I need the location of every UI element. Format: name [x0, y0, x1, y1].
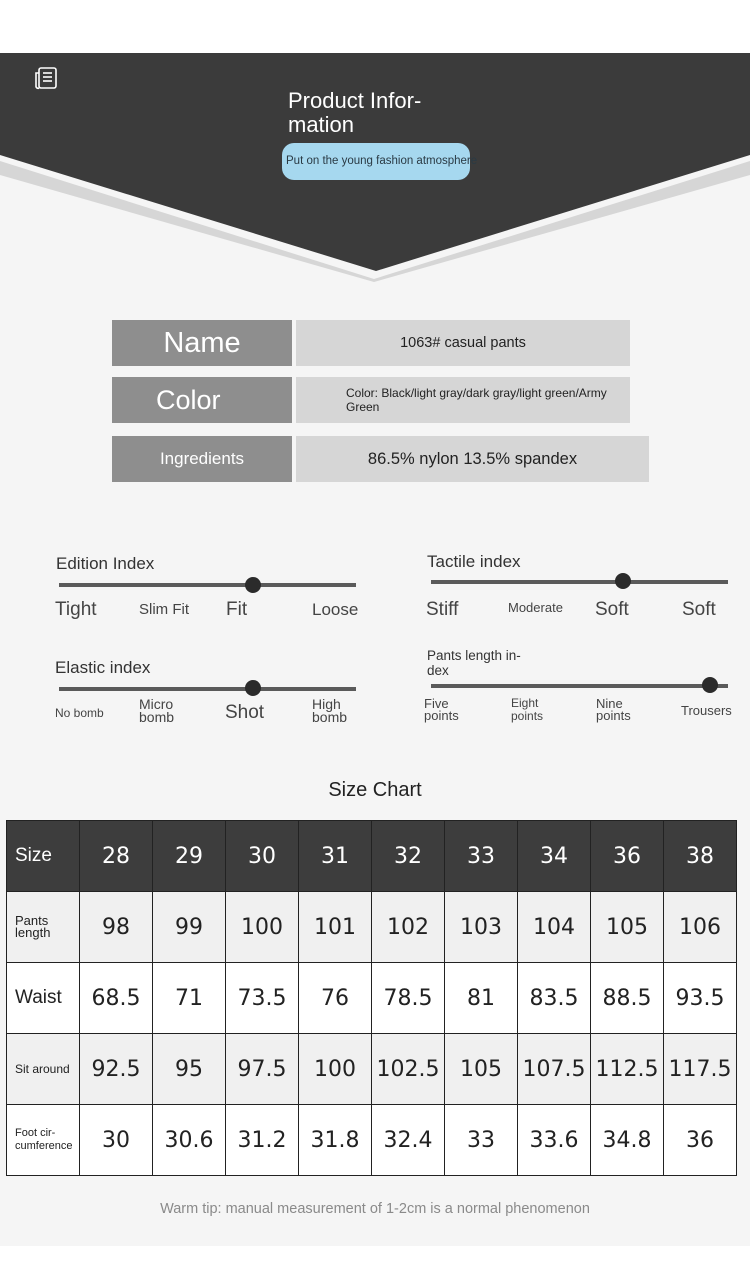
- table-cell: 92.5: [80, 1034, 153, 1105]
- size-cell: 38: [664, 821, 737, 892]
- table-cell: 98: [80, 892, 153, 963]
- size-cell: 32: [372, 821, 445, 892]
- table-cell: 33: [445, 1105, 518, 1176]
- edition-index-title: Edition Index: [56, 554, 155, 573]
- table-cell: 31.8: [299, 1105, 372, 1176]
- table-cell: 102: [372, 892, 445, 963]
- length-tick-five-points: Five points: [424, 696, 459, 723]
- waist-row: [7, 963, 737, 1034]
- row-label-sit-around: Sit around: [7, 1034, 80, 1105]
- table-cell: 76: [299, 963, 372, 1034]
- color-value: Color: Black/light gray/dark gray/light green/Army Green: [296, 377, 630, 423]
- pants-length-row: [7, 892, 737, 963]
- elastic-tick-no-bomb: No bomb: [55, 706, 104, 720]
- edition-index-track: [59, 583, 356, 587]
- size-cell: 36: [591, 821, 664, 892]
- table-cell: 30.6: [153, 1105, 226, 1176]
- edition-tick-slim-fit: Slim Fit: [139, 601, 189, 618]
- elastic-tick-high-bomb: High bomb: [312, 696, 348, 725]
- length-tick-trousers: Trousers: [681, 703, 732, 718]
- name-label: Name: [112, 320, 292, 366]
- row-label-pants-length: Pants length: [7, 892, 80, 963]
- table-cell: 93.5: [664, 963, 737, 1034]
- tactile-index-title: Tactile index: [427, 552, 521, 571]
- table-cell: 99: [153, 892, 226, 963]
- table-cell: 71: [153, 963, 226, 1034]
- table-cell: 33.6: [518, 1105, 591, 1176]
- elastic-tick-shot: Shot: [225, 702, 265, 723]
- table-cell: 101: [299, 892, 372, 963]
- size-cell: 31: [299, 821, 372, 892]
- table-cell: 112.5: [591, 1034, 664, 1105]
- elastic-index-title: Elastic index: [55, 658, 151, 677]
- table-cell: 31.2: [226, 1105, 299, 1176]
- row-label-waist: Waist: [7, 963, 80, 1034]
- size-cell: 30: [226, 821, 299, 892]
- tactile-index-marker: [615, 573, 631, 589]
- foot-circumference-row: [7, 1105, 737, 1176]
- table-cell: 68.5: [80, 963, 153, 1034]
- elastic-tick-micro-bomb: Micro bomb: [139, 696, 175, 725]
- tactile-index-track: [431, 580, 728, 584]
- length-tick-nine-points: Nine points: [596, 696, 631, 723]
- row-label-foot-circumference: Foot cir- cumference: [7, 1105, 80, 1176]
- table-cell: 97.5: [226, 1034, 299, 1105]
- elastic-index-track: [59, 687, 356, 691]
- edition-tick-tight: Tight: [55, 599, 97, 620]
- table-cell: 105: [445, 1034, 518, 1105]
- size-chart-title: Size Chart: [328, 779, 422, 801]
- table-cell: 78.5: [372, 963, 445, 1034]
- tagline-badge: [282, 143, 478, 180]
- header-banner: [0, 53, 750, 343]
- pants-length-index-marker: [702, 677, 718, 693]
- edition-tick-fit: Fit: [226, 599, 248, 620]
- color-label: Color: [112, 377, 292, 423]
- size-header-label: Size: [7, 821, 80, 892]
- table-cell: 95: [153, 1034, 226, 1105]
- table-cell: 81: [445, 963, 518, 1034]
- elastic-index-marker: [245, 680, 261, 696]
- table-cell: 117.5: [664, 1034, 737, 1105]
- size-chart-table: [6, 820, 737, 1176]
- edition-tick-loose: Loose: [312, 600, 359, 619]
- table-cell: 83.5: [518, 963, 591, 1034]
- table-cell: 106: [664, 892, 737, 963]
- table-cell: 36: [664, 1105, 737, 1176]
- size-cell: 34: [518, 821, 591, 892]
- table-cell: 104: [518, 892, 591, 963]
- pants-length-index-track: [431, 684, 728, 688]
- page-title: Product Infor- mation: [288, 88, 422, 137]
- tactile-tick-moderate: Moderate: [508, 600, 563, 615]
- length-tick-eight-points: Eight points: [511, 696, 544, 723]
- table-cell: 100: [299, 1034, 372, 1105]
- table-cell: 107.5: [518, 1034, 591, 1105]
- document-icon: [34, 66, 58, 90]
- table-cell: 102.5: [372, 1034, 445, 1105]
- table-cell: 32.4: [372, 1105, 445, 1176]
- edition-index-marker: [245, 577, 261, 593]
- sit-around-row: [7, 1034, 737, 1105]
- measurement-tip: Warm tip: manual measurement of 1-2cm is a normal phenomenon: [160, 1201, 590, 1217]
- ingredients-value: 86.5% nylon 13.5% spandex: [296, 436, 649, 482]
- table-cell: 34.8: [591, 1105, 664, 1176]
- tactile-tick-stiff: Stiff: [426, 599, 459, 620]
- table-cell: 88.5: [591, 963, 664, 1034]
- tactile-tick-soft: Soft: [595, 599, 629, 620]
- size-cell: 29: [153, 821, 226, 892]
- table-cell: 73.5: [226, 963, 299, 1034]
- table-cell: 100: [226, 892, 299, 963]
- size-cell: 28: [80, 821, 153, 892]
- size-cell: 33: [445, 821, 518, 892]
- product-info-page: [0, 53, 750, 1246]
- pants-length-index-title: Pants length in- dex: [427, 648, 521, 678]
- size-header-row: [7, 821, 737, 892]
- tactile-tick-soft-end: Soft: [682, 599, 716, 620]
- ingredients-label: Ingredients: [112, 436, 292, 482]
- tagline-text: Put on the young fashion atmosphere: [286, 155, 478, 167]
- table-cell: 103: [445, 892, 518, 963]
- table-cell: 30: [80, 1105, 153, 1176]
- table-cell: 105: [591, 892, 664, 963]
- name-value: 1063# casual pants: [296, 320, 630, 366]
